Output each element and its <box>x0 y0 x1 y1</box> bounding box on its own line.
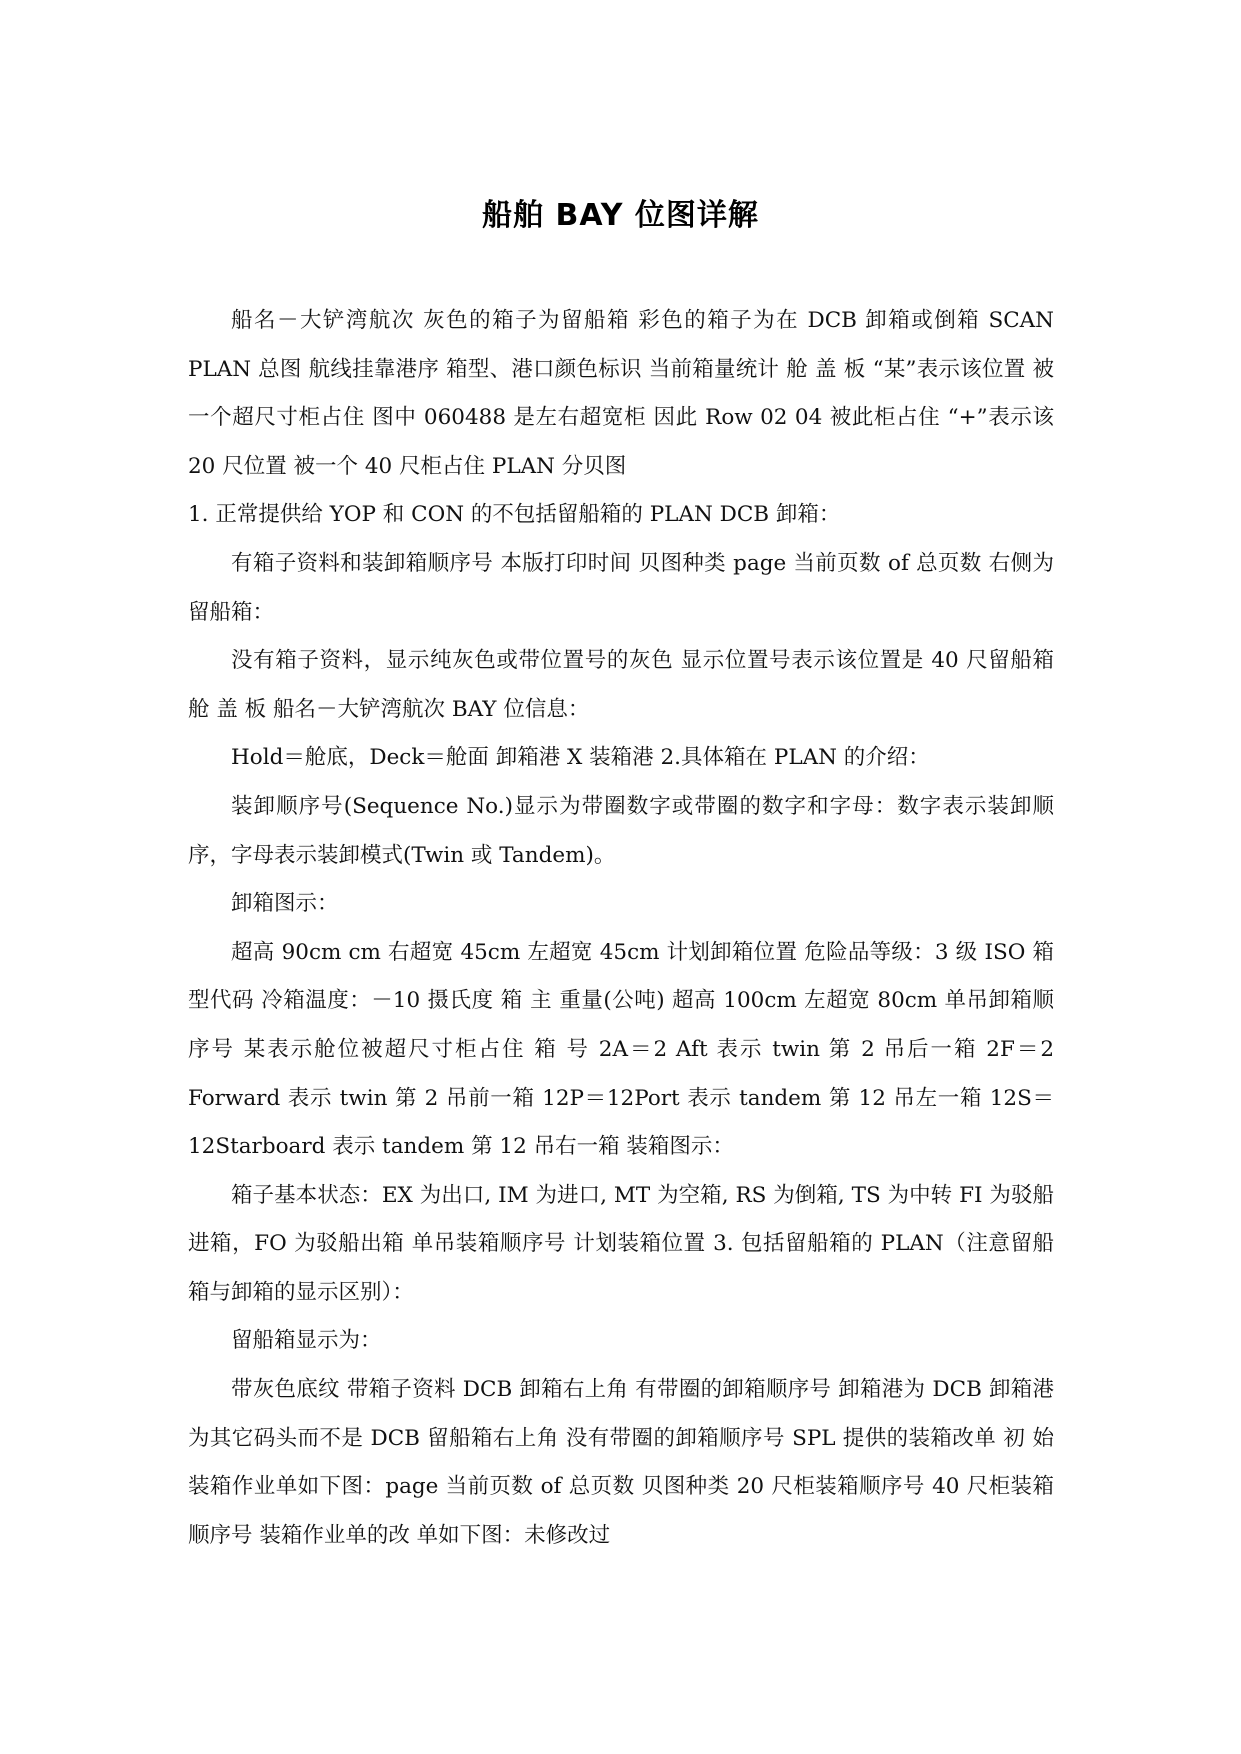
paragraph: 有箱子资料和装卸箱顺序号 本版打印时间 贝图种类 page 当前页数 of 总页数 右侧为留船箱： <box>188 550 1054 625</box>
paragraph: 没有箱子资料，显示纯灰色或带位置号的灰色 显示位置号表示该位置是 40 尺留船箱 舱 盖 板 船名－大铲湾航次 BAY 位信息： <box>188 648 1054 722</box>
paragraph: 卸箱图示： <box>231 891 339 917</box>
paragraph: 箱子基本状态：EX 为出口, IM 为进口, MT 为空箱, RS 为倒箱, TS 为中转 FI 为驳船进箱，FO 为驳船出箱 单吊装箱顺序号 计划装箱位置 3. 包括留船箱的 PLAN（注意留船箱与卸箱的显示区别）： <box>188 1182 1054 1305</box>
paragraph: 1. 正常提供给 YOP 和 CON 的不包括留船箱的 PLAN DCB 卸箱： <box>188 502 841 528</box>
paragraph: 留船箱显示为： <box>231 1328 382 1354</box>
document-title: 船舶 BAY 位图详解 <box>482 198 759 233</box>
paragraph: Hold＝舱底，Deck＝舱面 卸箱港 X 装箱港 2.具体箱在 PLAN 的介绍： <box>231 745 930 771</box>
document-body <box>188 297 1054 1560</box>
paragraph: 带灰色底纹 带箱子资料 DCB 卸箱右上角 有带圈的卸箱顺序号 卸箱港为 DCB 卸箱港为其它码头而不是 DCB 留船箱右上角 没有带圈的卸箱顺序号 SPL 提供的装箱改单 初 始装箱作业单如下图：page 当前页数 of 总页数 贝图种类 20 尺柜装箱顺序号 40 尺柜装箱顺序号 装箱作业单的改 单如下图：未修改过 <box>188 1377 1054 1548</box>
paragraph: 装卸顺序号(Sequence No.)显示为带圈数字或带圈的数字和字母：数字表示装卸顺序，字母表示装卸模式(Twin 或 Tandem)。 <box>188 793 1054 868</box>
paragraph: 超高 90cm cm 右超宽 45cm 左超宽 45cm 计划卸箱位置 危险品等级：3 级 ISO 箱型代码 冷箱温度：－10 摄氏度 箱 主 重量(公吨) 超高 100cm 左超宽 80cm 单吊卸箱顺序号 某表示舱位被超尺寸柜占住 箱 号 2A＝2 Aft 表示 twin 第 2 吊后一箱 2F＝2 Forward 表示 twin 第 2 吊前一箱 12P＝12Port 表示 tandem 第 12 吊左一箱 12S＝12Starboard 表示 tandem 第 12 吊右一箱 装箱图示： <box>188 939 1054 1160</box>
paragraph: 船名－大铲湾航次 灰色的箱子为留船箱 彩色的箱子为在 DCB 卸箱或倒箱 SCAN PLAN 总图 航线挂靠港序 箱型、港口颜色标识 当前箱量统计 舱 盖 板 “某”表示该位置 被一个超尺寸柜占住 图中 060488 是左右超宽柜 因此 Row 02 04 被此柜占住 “+”表示该 20 尺位置 被一个 40 尺柜占住 PLAN 分贝图 <box>188 308 1054 479</box>
